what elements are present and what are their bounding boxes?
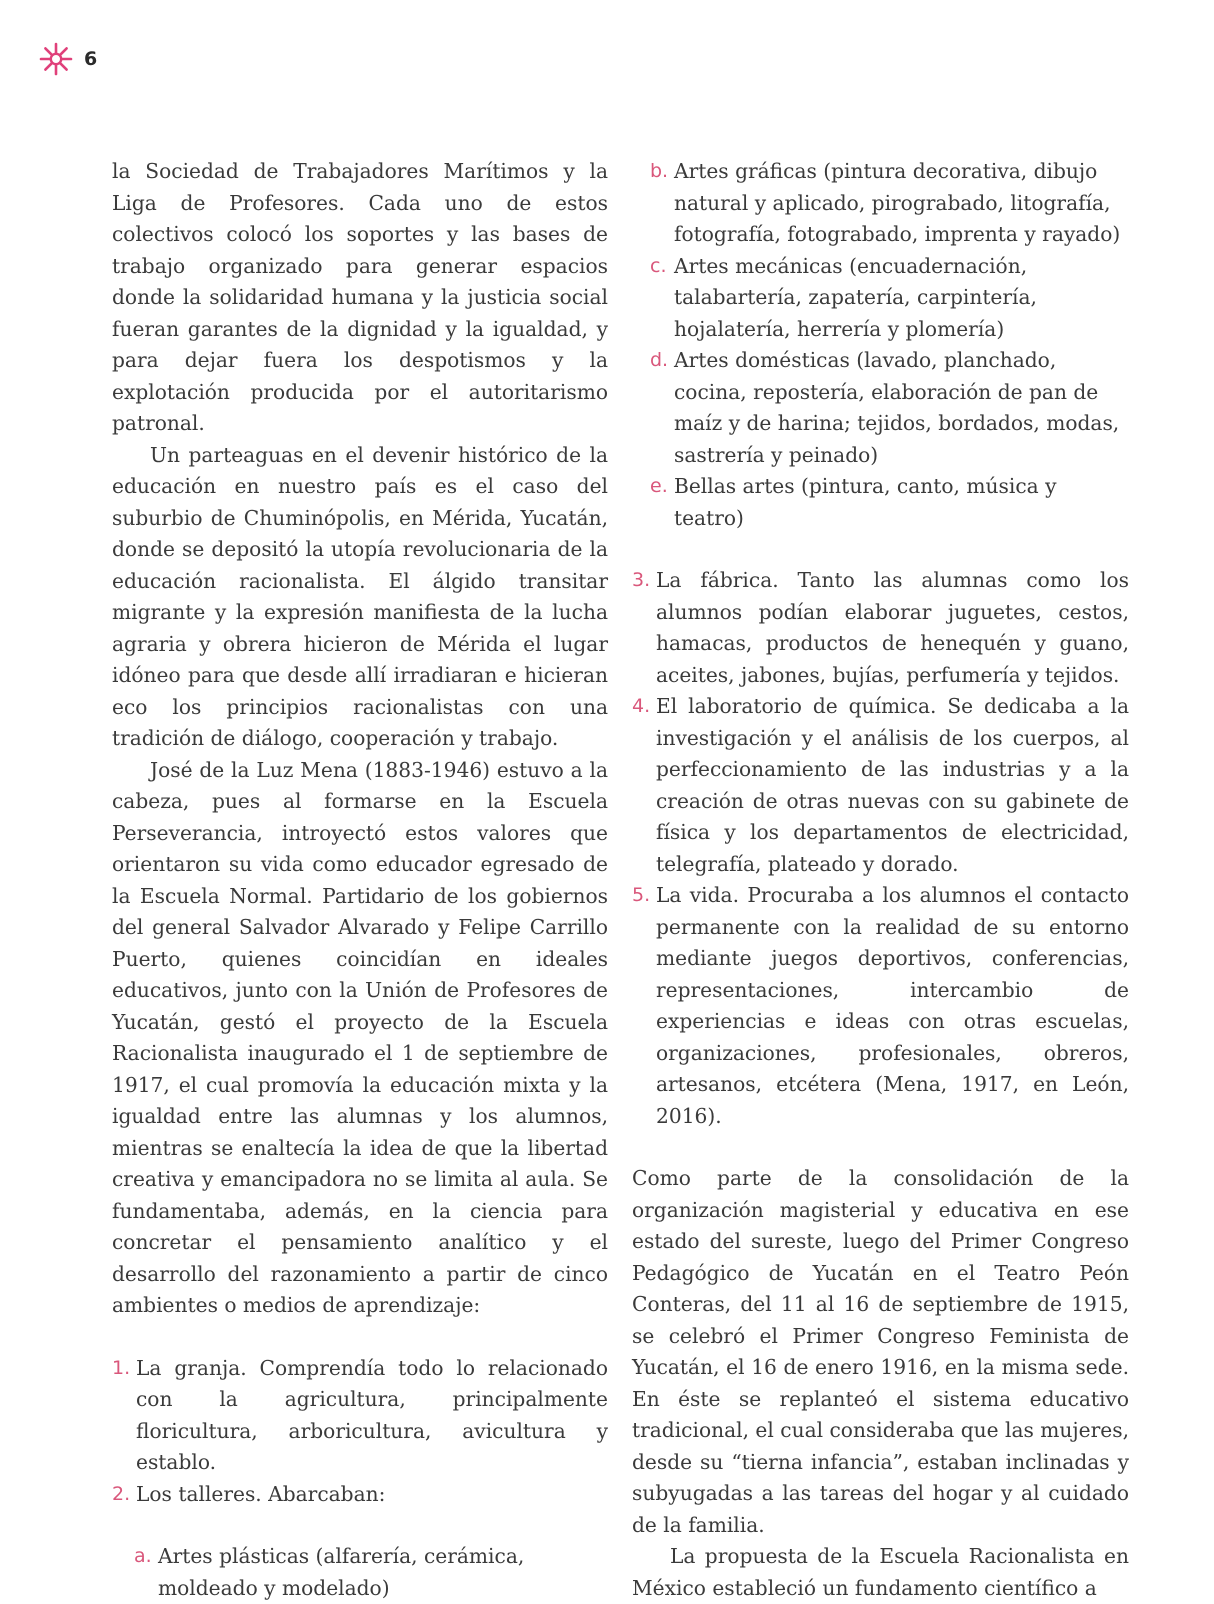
sub-list-item — [650, 471, 1129, 534]
sub-list-letter: c. — [650, 254, 667, 277]
list-item-text: La vida. Procuraba a los alumnos el contacto permanente con la realidad de su entorno mediante juegos deportivos, conferencias, representaciones, intercambio de experiencias e ideas con otras escuelas, organizaciones, profesionales, obreros, artesanos, etcétera (Mena, 1917, en León, 2016). — [656, 883, 1129, 1128]
list-number: 2. — [112, 1482, 131, 1505]
list-item — [632, 691, 1129, 880]
sub-list-item-text: Bellas artes (pintura, canto, música y teatro) — [674, 474, 1057, 530]
sub-list-item — [650, 345, 1129, 471]
sub-list-item — [650, 156, 1129, 251]
list-number: 4. — [632, 695, 651, 717]
page-header — [38, 44, 97, 74]
list-item — [112, 1353, 608, 1479]
paragraph: la Sociedad de Trabajadores Marítimos y la Liga de Profesores. Cada uno de estos colectivos colocó los soportes y las bases de trabajo organizado para generar espacios donde la solidaridad humana y la justicia social fueran garantes de la dignidad y la igualdad, y para dejar fuera los despotismos y la explotación producida por el autoritarismo patronal. — [112, 159, 608, 435]
sub-list-letter: d. — [650, 349, 669, 371]
sub-list-letter: a. — [134, 1545, 152, 1567]
list-number: 3. — [632, 569, 651, 591]
flower-asterisk-icon — [38, 41, 74, 77]
right-column — [632, 156, 1129, 1604]
paragraph: Un parteaguas en el devenir histórico de la educación en nuestro país es el caso del suburbio de Chuminópolis, en Mérida, Yucatán, donde se depositó la utopía revolucionaria de la educación racionalista. El álgido transitar migrante y la expresión manifiesta de la lucha agraria y obrera hicieron de Mérida el lugar idóneo para que desde allí irradiaran e hicieran eco los principios racionalistas con una tradición de diálogo, cooperación y trabajo. — [112, 442, 608, 750]
sub-list-letter: e. — [650, 475, 668, 497]
list-item-text: Los talleres. Abarcaban: — [136, 1481, 386, 1506]
list-item — [632, 880, 1129, 1132]
list-item — [112, 1479, 608, 1511]
list-number: 5. — [632, 884, 651, 906]
paragraph: José de la Luz Mena (1883-1946) estuvo a la cabeza, pues al formarse en la Escuela Perseverancia, introyectó estos valores que orientaron su vida como educador egresado de la Escuela Normal. Partidario de los gobiernos del general Salvador Alvarado y Felipe Carrillo Puerto, quienes coincidían en ideales educativos, junto con la Unión de Profesores de Yucatán, gestó el proyecto de la Escuela Racionalista inaugurado el 1 de septiembre de 1917, el cual promovía la educación mixta y la igualdad entre las alumnas y los alumnos, mientras se enaltecía la idea de que la libertad creativa y emancipadora no se limita al aula. Se fundamentaba, además, en la ciencia para concretar el pensamiento analítico y el desarrollo del razonamiento a partir de cinco ambientes o medios de aprendizaje: — [112, 757, 608, 1317]
list-item — [632, 565, 1129, 691]
list-item-text: El laboratorio de química. Se dedicaba a la investigación y el análisis de los cuerpos, al perfeccionamiento de las industrias y a la creación de otras nuevas con su gabinete de física y los departamentos de electricidad, telegrafía, plateado y dorado. — [656, 694, 1129, 876]
sub-list-item-text: Artes mecánicas (encuadernación, talabartería, zapatería, carpintería, hojalatería, herrería y plomería) — [674, 253, 1037, 341]
sub-list-item-text: Artes gráficas (pintura decorativa, dibujo natural y aplicado, pirograbado, litografía, fotografía, fotograbado, imprenta y rayado) — [674, 159, 1121, 246]
sub-list-item — [650, 251, 1129, 346]
list-number: 1. — [112, 1356, 131, 1379]
page-number: 6 — [84, 48, 98, 70]
paragraph: Como parte de la consolidación de la organización magisterial y educativa en ese estado del sureste, luego del Primer Congreso Pedagógico de Yucatán en el Teatro Peón Conteras, del 11 al 16 de septiembre de 1915, se celebró el Primer Congreso Feminista de Yucatán, el 16 de enero 1916, en la misma sede. En éste se replanteó el sistema educativo tradicional, el cual consideraba que las mujeres, desde su “tierna infancia”, estaban inclinadas y subyugadas a las tareas del hogar y al cuidado de la familia. — [632, 1166, 1129, 1537]
sub-list-letter: b. — [650, 160, 669, 182]
list-item-text: La fábrica. Tanto las alumnas como los alumnos podían elaborar juguetes, cestos, hamacas, productos de henequén y guano, aceites, jabones, bujías, perfumería y tejidos. — [656, 568, 1129, 687]
list-item-text: La granja. Comprendía todo lo relacionado con la agricultura, principalmente floricultura, arboricultura, avicultura y establo. — [136, 1355, 608, 1474]
sub-list-item-text: Artes plásticas (alfarería, cerámica, moldeado y modelado) — [158, 1544, 525, 1600]
left-column — [112, 156, 608, 1604]
sub-list-item-text: Artes domésticas (lavado, planchado, cocina, repostería, elaboración de pan de maíz y de harina; tejidos, bordados, modas, sastrería y peinado) — [674, 348, 1120, 467]
paragraph: La propuesta de la Escuela Racionalista en México estableció un fundamento científico a — [632, 1544, 1129, 1600]
sub-list-item — [134, 1541, 608, 1604]
